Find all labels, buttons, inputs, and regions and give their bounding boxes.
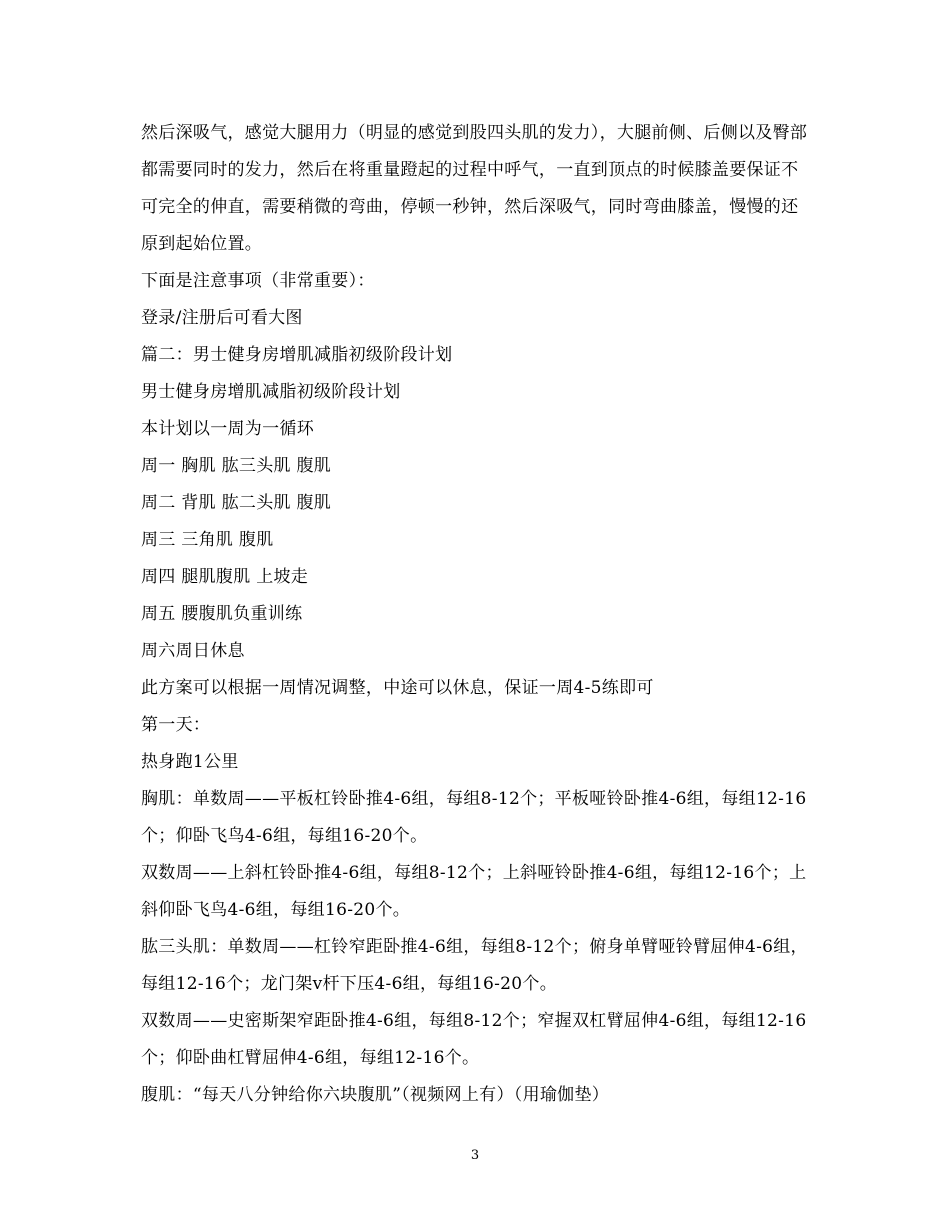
paragraph-day-one: 第一天： [141, 715, 211, 735]
paragraph-monday: 周一 胸肌 肱三头肌 腹肌 [141, 456, 332, 476]
paragraph-friday: 周五 腰腹肌负重训练 [141, 604, 303, 624]
paragraph-warmup: 热身跑1公里 [141, 752, 239, 772]
page-number: 3 [470, 1148, 480, 1163]
paragraph-thursday: 周四 腿肌腹肌 上坡走 [141, 567, 309, 587]
paragraph-abs: 腹肌：“每天八分钟给你六块腹肌”（视频网上有）（用瑜伽垫） [141, 1085, 610, 1105]
paragraph-chest-even-weeks: 双数周——上斜杠铃卧推4-6组，每组8-12个；上斜哑铃卧推4-6组，每组12-16个；上斜仰卧飞鸟4-6组，每组16-20个。 [141, 863, 807, 920]
paragraph-leg-press-instructions: 然后深吸气，感觉大腿用力（明显的感觉到股四头肌的发力），大腿前侧、后侧以及臀部都需要同时的发力，然后在将重量蹬起的过程中呼气，一直到顶点的时候膝盖要保证不可完全的伸直，需要稍微的弯曲，停顿一秒钟，然后深吸气，同时弯曲膝盖，慢慢的还原到起始位置。 [141, 123, 808, 254]
paragraph-plan-title: 男士健身房增肌减脂初级阶段计划 [141, 382, 401, 402]
paragraph-wednesday: 周三 三角肌 腹肌 [141, 530, 274, 550]
document-body [141, 115, 809, 1114]
paragraph-weekend: 周六周日休息 [141, 641, 245, 661]
paragraph-login-to-view: 登录/注册后可看大图 [141, 308, 303, 328]
paragraph-triceps-odd-weeks: 肱三头肌：单数周——杠铃窄距卧推4-6组，每组8-12个；俯身单臂哑铃臂屈伸4-6组，每组12-16个；龙门架v杆下压4-6组，每组16-20个。 [141, 937, 808, 994]
paragraph-part-two-title: 篇二：男士健身房增肌减脂初级阶段计划 [141, 345, 453, 365]
paragraph-chest-odd-weeks: 胸肌：单数周——平板杠铃卧推4-6组，每组8-12个；平板哑铃卧推4-6组，每组12-16个；仰卧飞鸟4-6组，每组16-20个。 [141, 789, 807, 846]
paragraph-adjustment-note: 此方案可以根据一周情况调整，中途可以休息，保证一周4-5练即可 [141, 678, 654, 698]
paragraph-tuesday: 周二 背肌 肱二头肌 腹肌 [141, 493, 332, 513]
paragraph-triceps-even-weeks: 双数周——史密斯架窄距卧推4-6组，每组8-12个；窄握双杠臂屈伸4-6组，每组12-16个；仰卧曲杠臂屈伸4-6组，每组12-16个。 [141, 1011, 807, 1068]
paragraph-notes-heading: 下面是注意事项（非常重要）： [141, 271, 375, 291]
paragraph-weekly-cycle: 本计划以一周为一循环 [141, 419, 314, 439]
